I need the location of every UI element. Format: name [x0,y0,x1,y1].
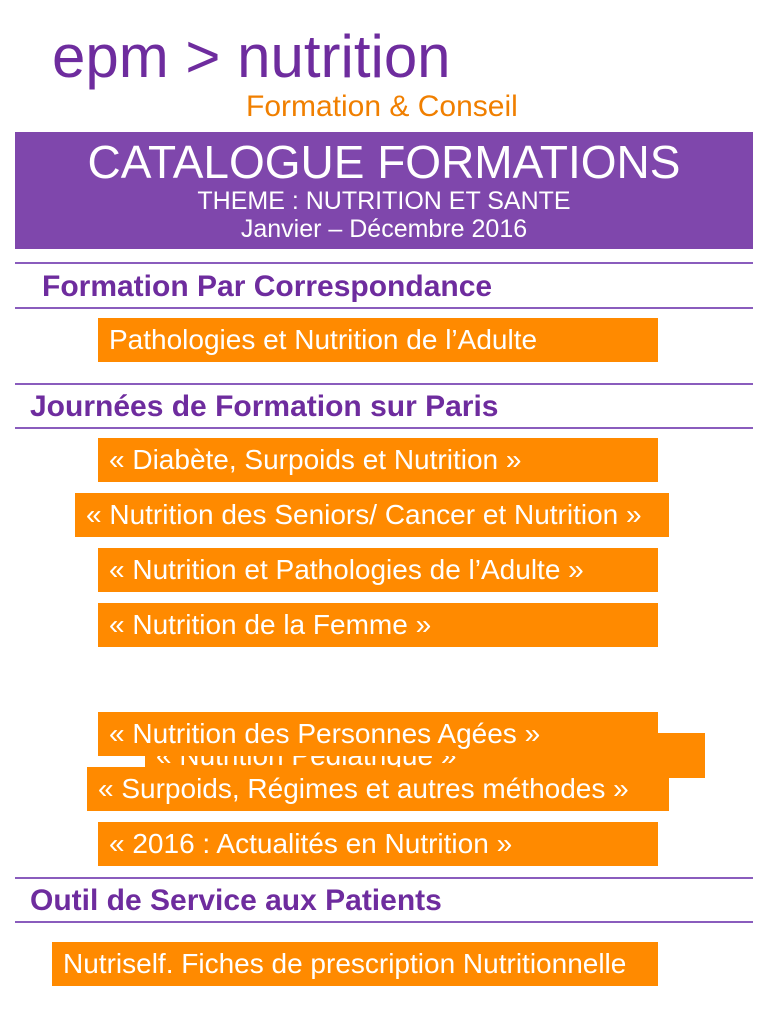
catalogue-theme: THEME : NUTRITION ET SANTE [197,187,571,215]
course-pathologies-nutrition-adulte-button[interactable]: Pathologies et Nutrition de l’Adulte [98,318,658,362]
section-divider [15,877,753,879]
catalogue-title: CATALOGUE FORMATIONS [87,136,681,188]
brand-logo-text: epm > nutrition [52,23,451,90]
catalogue-period: Janvier – Décembre 2016 [240,215,528,243]
section-divider [15,427,753,429]
section-heading-correspondance: Formation Par Correspondance [42,270,493,303]
section-divider [15,921,753,923]
course-personnes-agees-button[interactable]: « Nutrition des Personnes Agées » [98,712,658,756]
tool-nutriself-button[interactable]: Nutriself. Fiches de prescription Nutritionnelle [52,942,658,986]
course-nutrition-pathologies-adulte-button[interactable]: « Nutrition et Pathologies de l’Adulte » [98,548,658,592]
section-divider [15,383,753,385]
course-diabete-surpoids-button[interactable]: « Diabète, Surpoids et Nutrition » [98,438,658,482]
course-actualites-2016-button[interactable]: « 2016 : Actualités en Nutrition » [98,822,658,866]
section-heading-outil-patients: Outil de Service aux Patients [30,884,442,917]
course-nutrition-femme-button[interactable]: « Nutrition de la Femme » [98,603,658,647]
catalogue-banner [15,132,753,249]
section-divider [15,262,753,264]
course-surpoids-regimes-button[interactable]: « Surpoids, Régimes et autres méthodes » [87,767,669,811]
brand-tagline: Formation & Conseil [246,90,518,123]
section-heading-journees-paris: Journées de Formation sur Paris [30,390,499,423]
section-divider [15,307,753,309]
course-seniors-cancer-button[interactable]: « Nutrition des Seniors/ Cancer et Nutrition » [75,493,669,537]
